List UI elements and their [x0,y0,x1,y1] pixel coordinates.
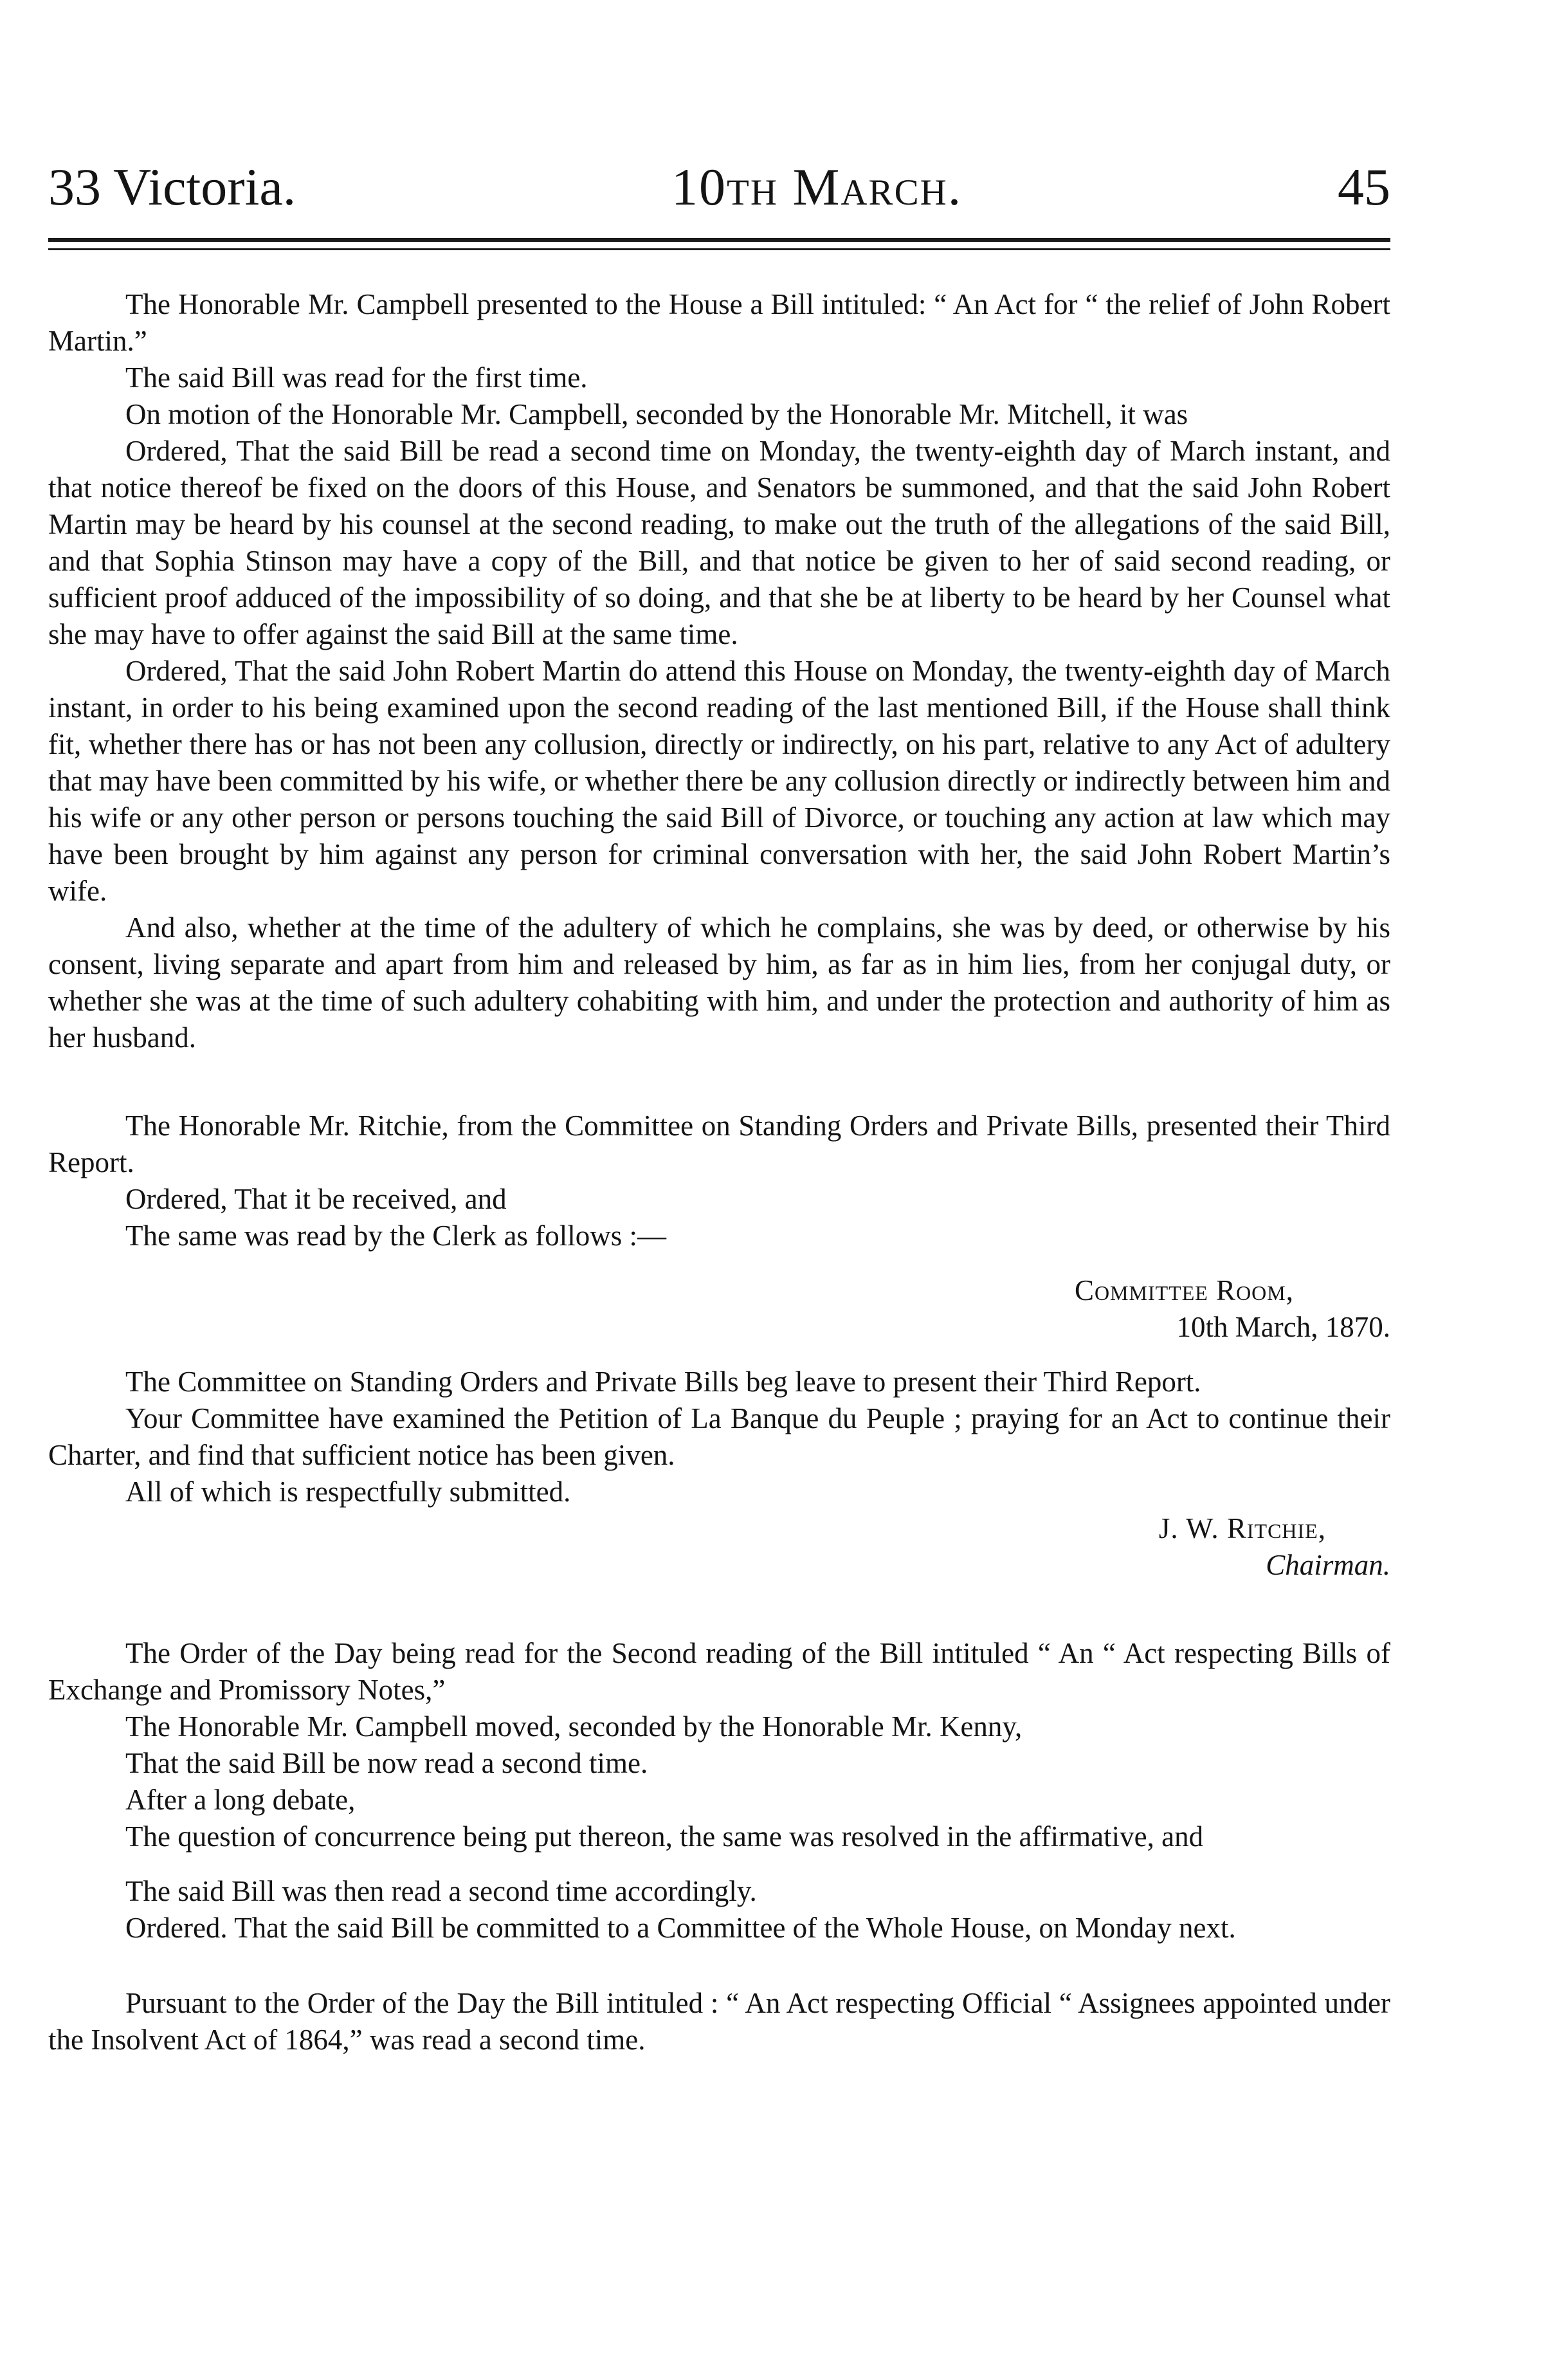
paragraph: The Order of the Day being read for the Second reading of the Bill intituled “ An “ Act respecting Bills of Exchange and Promissory Notes,” [48,1637,1390,1706]
paragraph: The Honorable Mr. Campbell presented to the House a Bill intituled: “ An Act for “ the relief of John Robert Martin.” [48,288,1390,357]
paragraph: Pursuant to the Order of the Day the Bill intituled : “ An Act respecting Official “ Assignees appointed under the Insolvent Act of 1864,” was read a second time. [48,1987,1390,2056]
paragraph: That the said Bill be now read a second time. [125,1747,648,1779]
paragraph: The question of concurrence being put thereon, the same was resolved in the affirmative, and [125,1820,1204,1853]
paragraph: The said Bill was read for the first time. [125,362,588,394]
journal-body [48,286,1390,2058]
section-committee-third-report [48,1108,1390,1584]
signature-title-text: Chairman. [1266,1549,1390,1581]
paragraph: And also, whether at the time of the adultery of which he complains, she was by deed, or otherwise by his consent, living separate and apart from him and released by him, as far as in him lies, from her conjugal duty, or whether she was at the time of such adultery cohabiting with him, and under the protection and authority of him as her husband. [48,911,1390,1054]
spacer [48,1346,1390,1364]
header-date: 10th March. [671,158,963,216]
paragraph: The said Bill was then read a second time accordingly. [125,1875,757,1907]
header-session: 33 Victoria. [48,158,296,216]
section-martin-divorce-bill [48,286,1390,1056]
signature-title [48,1547,1390,1584]
paragraph: All of which is respectfully submitted. [125,1476,571,1508]
paragraph: After a long debate, [125,1784,356,1816]
paragraph: The same was read by the Clerk as follows :— [125,1220,667,1252]
header-rule-thin [48,248,1390,250]
paragraph: Ordered, That it be received, and [125,1183,507,1215]
paragraph: The Committee on Standing Orders and Private Bills beg leave to present their Third Report. [125,1366,1201,1398]
paragraph: Ordered. That the said Bill be committed to a Committee of the Whole House, on Monday next. [125,1912,1236,1944]
paragraph: Your Committee have examined the Petition of La Banque du Peuple ; praying for an Act to continue their Charter, and find that sufficient notice has been given. [48,1402,1390,1471]
paragraph: The Honorable Mr. Ritchie, from the Committee on Standing Orders and Private Bills, presented their Third Report. [48,1110,1390,1178]
paragraph: Ordered, That the said John Robert Martin do attend this House on Monday, the twenty-eighth day of March instant, in order to his being examined upon the second reading of the last mentioned Bill, if the House shall think fit, whether there has or has not been any collusion, directly or indirectly, on his part, relative to any Act of adultery that may have been committed by his wife, or whether there be any collusion directly or indirectly between him and his wife or any other person or persons touching the said Bill of Divorce, or touching any action at law which may have been brought by him against any person for criminal conversation with her, the said John Robert Martin’s wife. [48,655,1390,907]
paragraph: On motion of the Honorable Mr. Campbell, seconded by the Honorable Mr. Mitchell, it was [125,398,1188,430]
running-header [48,158,1390,216]
spacer [48,1946,1390,1985]
signature-name: J. W. Ritchie, [1158,1512,1326,1544]
spacer [48,1254,1390,1272]
paragraph: The Honorable Mr. Campbell moved, seconded by the Honorable Mr. Kenny, [125,1710,1023,1743]
report-date: 10th March, 1870. [1176,1311,1390,1343]
spacer [48,1584,1390,1635]
report-location: Committee Room, [1074,1274,1294,1306]
page-number: 45 [1338,158,1390,216]
header-rule-thick [48,238,1390,242]
section-official-assignees [48,1985,1390,2058]
spacer [48,1855,1390,1873]
spacer [48,1056,1390,1108]
section-bills-of-exchange [48,1635,1390,1946]
paragraph: Ordered, That the said Bill be read a second time on Monday, the twenty-eighth day of March instant, and that notice thereof be fixed on the doors of this House, and Senators be summoned, and that the said John Robert Martin may be heard by his counsel at the second reading, to make out the truth of the allegations of the said Bill, and that Sophia Stinson may have a copy of the Bill, and that notice be given to her of said second reading, or sufficient proof adduced of the impossibility of so doing, and that she be at liberty to be heard by her Counsel what she may have to offer against the said Bill at the same time. [48,435,1390,650]
